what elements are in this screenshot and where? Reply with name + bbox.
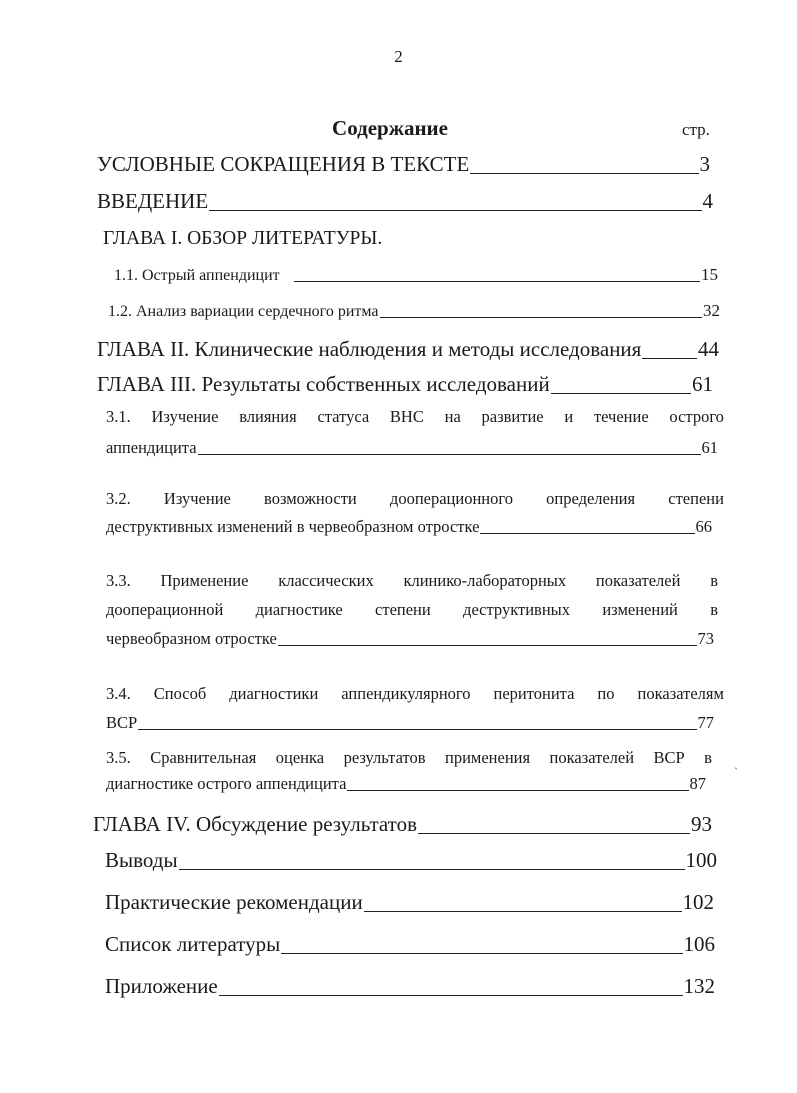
toc-entry-page: 106 [683, 932, 715, 956]
toc-entry-line [106, 407, 724, 427]
leader-line [198, 453, 701, 455]
toc-entry-chapter-4 [93, 812, 712, 837]
leader-line [480, 532, 694, 534]
toc-entry-3-2 [106, 489, 724, 537]
toc-word: развитие [481, 407, 544, 426]
toc-entry-last-line [106, 774, 706, 794]
toc-entry-page: 93 [691, 812, 712, 836]
toc-entry-label: Список литературы [105, 932, 281, 956]
toc-word: определения [546, 489, 636, 508]
toc-word: клинико-лабораторных [403, 571, 567, 590]
toc-word: Изучение [163, 489, 231, 508]
toc-entry-last-line [106, 438, 718, 458]
toc-word: Изучение [151, 407, 219, 426]
page-number: 2 [394, 47, 403, 66]
toc-word: перитонита [493, 684, 575, 703]
leader-line [278, 644, 697, 646]
toc-entry-references [105, 932, 715, 957]
toc-word: дооперационного [389, 489, 513, 508]
toc-word: ВСР [653, 748, 685, 767]
toc-entry-1-2 [108, 301, 720, 321]
toc-entry-1-1 [114, 265, 718, 285]
toc-word: Применение [160, 571, 249, 590]
toc-entry-label: 1.1. Острый аппендицит [114, 267, 280, 284]
toc-entry-label: УСЛОВНЫЕ СОКРАЩЕНИЯ В ТЕКСТЕ [97, 152, 470, 176]
toc-word: диагностике [255, 600, 343, 619]
toc-entry-last-line [106, 517, 712, 537]
toc-entry-label: Выводы [105, 848, 178, 872]
toc-word: по [597, 684, 615, 703]
toc-word: диагностики [229, 684, 319, 703]
toc-entry-line [106, 571, 718, 591]
toc-entry-label: червеобразном отростке [106, 629, 277, 648]
leader-line [364, 910, 682, 912]
toc-entry-line [106, 600, 718, 620]
toc-word: ВНС [389, 407, 424, 426]
leader-line [179, 868, 685, 870]
toc-entry-page: 4 [702, 189, 713, 213]
toc-entry-page: 15 [701, 265, 718, 284]
toc-entry-page: 102 [682, 890, 714, 914]
toc-word: результатов [343, 748, 426, 767]
leader-line [380, 316, 703, 318]
toc-entry-3-5 [106, 748, 712, 794]
toc-word: 3.5. [106, 748, 131, 767]
leader-line [418, 832, 690, 834]
toc-entry-line [106, 748, 712, 768]
toc-word: классических [278, 571, 374, 590]
toc-word: аппендикулярного [341, 684, 471, 703]
toc-entry-recommendations [105, 890, 714, 915]
leader-line [138, 728, 696, 730]
toc-word: 3.1. [106, 407, 131, 426]
toc-entry-conclusions [105, 848, 717, 873]
toc-entry-label: деструктивных изменений в червеобразном отростке [106, 517, 480, 536]
toc-word: в [704, 748, 712, 767]
toc-entry-label: диагностике острого аппендицита [106, 774, 347, 793]
page-column-label: стр. [682, 120, 710, 139]
toc-entry-page: 77 [697, 713, 714, 732]
toc-entry-3-4 [106, 684, 724, 733]
toc-chapter-1: ГЛАВА I. ОБЗОР ЛИТЕРАТУРЫ. [103, 228, 383, 249]
toc-entry-page: 66 [695, 517, 712, 536]
toc-entry-introduction [97, 189, 713, 214]
scan-mark: ˎ [734, 756, 738, 770]
toc-word: 3.4. [106, 684, 131, 703]
toc-word: показателям [637, 684, 724, 703]
toc-entry-page: 73 [697, 629, 714, 648]
toc-entry-chapter-3 [97, 372, 713, 397]
toc-entry-line [106, 684, 724, 704]
toc-title: Содержание [332, 116, 448, 140]
toc-word: оценка [275, 748, 325, 767]
toc-entry-page: 32 [703, 301, 720, 320]
toc-word: в [710, 571, 718, 590]
toc-word: 3.2. [106, 489, 131, 508]
toc-word: деструктивных [463, 600, 570, 619]
toc-entry-appendix [105, 974, 715, 999]
toc-entry-label: аппендицита [106, 438, 197, 457]
toc-word: течение [593, 407, 649, 426]
toc-entry-last-line [106, 629, 714, 649]
toc-entry-last-line [106, 713, 714, 733]
toc-entry-abbreviations [97, 152, 710, 177]
leader-line [470, 172, 698, 174]
toc-word: статуса [317, 407, 370, 426]
toc-entry-page: 87 [689, 774, 706, 793]
toc-word: острого [669, 407, 724, 426]
toc-word: степени [668, 489, 724, 508]
toc-word: на [444, 407, 461, 426]
toc-entry-label: ВСР [106, 713, 138, 732]
toc-entry-label: 1.2. Анализ вариации сердечного ритма [108, 303, 379, 320]
toc-word: возможности [264, 489, 357, 508]
toc-word: в [710, 600, 718, 619]
leader-line [219, 994, 683, 996]
toc-word: показателей [595, 571, 681, 590]
toc-entry-label: ВВЕДЕНИЕ [97, 189, 209, 213]
toc-entry-label: ГЛАВА III. Результаты собственных исследований [97, 372, 550, 396]
toc-word: Сравнительная [150, 748, 257, 767]
leader-line [294, 280, 700, 282]
toc-word: Способ [153, 684, 207, 703]
toc-word: степени [375, 600, 431, 619]
toc-word: влияния [239, 407, 297, 426]
toc-entry-label: ГЛАВА II. Клинические наблюдения и методы исследования [97, 337, 642, 361]
toc-entry-page: 100 [685, 848, 717, 872]
leader-line [551, 392, 691, 394]
leader-line [347, 789, 688, 791]
toc-word: применения [444, 748, 531, 767]
toc-entry-chapter-2 [97, 337, 719, 362]
toc-entry-label: Практические рекомендации [105, 890, 363, 914]
toc-entry-line [106, 489, 724, 509]
toc-entry-3-1 [106, 407, 724, 458]
toc-word: и [564, 407, 574, 426]
toc-word: изменений [602, 600, 678, 619]
toc-entry-label: Приложение [105, 974, 218, 998]
toc-word: 3.3. [106, 571, 131, 590]
toc-entry-3-3 [106, 571, 718, 649]
toc-entry-page: 61 [692, 372, 713, 396]
toc-entry-label: ГЛАВА IV. Обсуждение результатов [93, 812, 417, 836]
toc-entry-page: 132 [683, 974, 715, 998]
toc-entry-page: 3 [699, 152, 710, 176]
toc-word: показателей [549, 748, 635, 767]
leader-line [209, 209, 701, 211]
toc-word: дооперационной [106, 600, 224, 619]
toc-entry-page: 61 [701, 438, 718, 457]
toc-entry-page: 44 [698, 337, 719, 361]
leader-line [642, 357, 697, 359]
leader-line [281, 952, 682, 954]
